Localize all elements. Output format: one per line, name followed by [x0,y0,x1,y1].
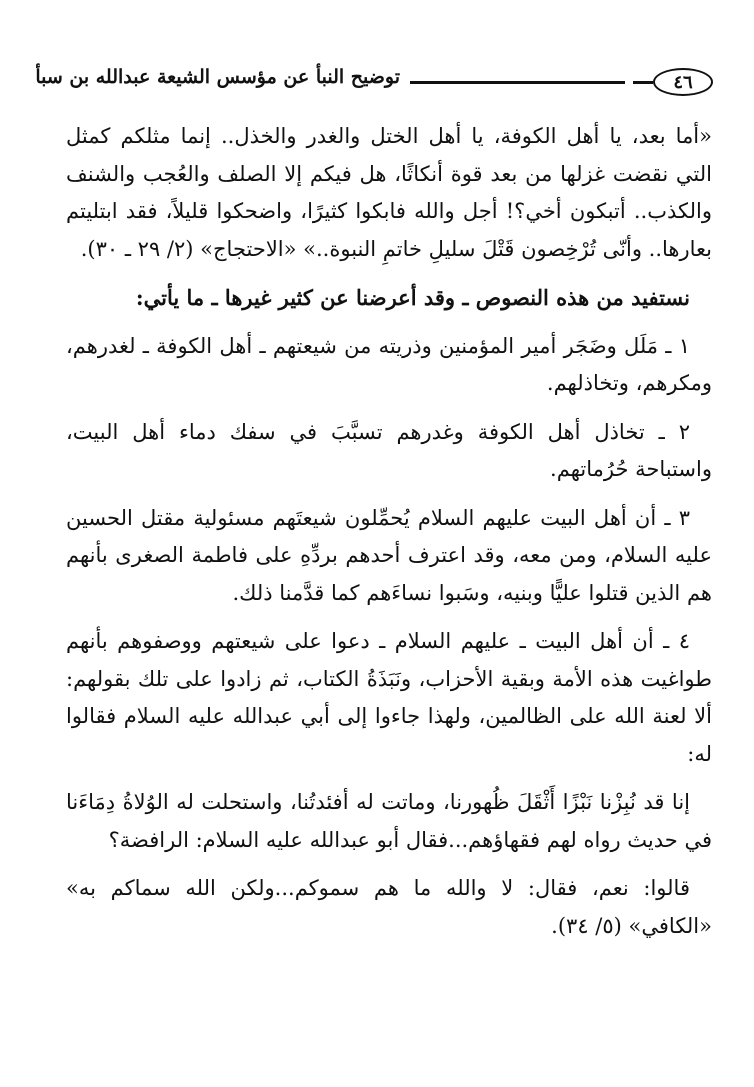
page-header [35,66,715,100]
paragraph-point-1: ١ ـ مَلَل وضَجَر أمير المؤمنين وذريته من شيعتهم ـ أهل الكوفة ـ لغدرهم، ومكرهم، وتخاذلهم. [66,333,712,395]
page-number: ٤٦ [673,71,693,93]
paragraph-quote-ihtijaj: «أما بعد، يا أهل الكوفة، يا أهل الختل والغدر والخذل.. إنما مثلكم كمثل التي نقضت غزلها من بعد قوة أنكاثًا، هل فيكم إلا الصلف والعُجب والشنف والكذب.. أتبكون أخي؟! أجل والله فابكوا كثيرًا، واضحكوا قليلاً، فقد ابتليتم بعارها.. وأنّى تُرْخِصون قَتْلَ سليلِ خاتمِ النبوة..» «الاحتجاج» (٢/ ٢٩ ـ ٣٠). [66,124,712,261]
running-title: توضيح النبأ عن مؤسس الشيعة عبدالله بن سبأ [35,66,400,88]
header-rule-short [633,81,653,84]
page-number-oval [653,68,713,96]
paragraph-point-3: ٣ ـ أن أهل البيت عليهم السلام يُحمِّلون شيعتَهم مسئولية مقتل الحسين عليه السلام، ومن معه، وقد اعترف أحدهم بردِّهِ على فاطمة الصغرى بأنهم هم الذين قتلوا عليًّا وبنيه، وسَبوا نساءَهم كما قدَّمنا ذلك. [66,505,712,605]
page-body [66,118,712,956]
paragraph-quote-kafi-end: قالوا: نعم، فقال: لا والله ما هم سموكم...ولكن الله سماكم به» «الكافي» (٥/ ٣٤). [66,876,712,938]
paragraph-quote-kafi: إنا قد نُبِزْنا نَبْزًا أَثْقَلَ ظُهورنا، وماتت له أفئدتُنا، واستحلت له الوُلاةُ دِمَاءَنا في حديث رواه لهم فقهاؤهم...فقال أبو عبدالله عليه السلام: الرافضة؟ [66,790,712,852]
paragraph-point-2: ٢ ـ تخاذل أهل الكوفة وغدرهم تسبَّبَ في سفك دماء أهل البيت، واستباحة حُرُماتهم. [66,419,712,481]
paragraph-lead-heading: نستفيد من هذه النصوص ـ وقد أعرضنا عن كثير غيرها ـ ما يأتي: [135,285,690,310]
header-rule-long [410,81,625,84]
paragraph-point-4: ٤ ـ أن أهل البيت ـ عليهم السلام ـ دعوا على شيعتهم ووصفوهم بأنهم طواغيت هذه الأمة وبقية الأحزاب، ونَبَذَةُ الكتاب، ثم زادوا على تلك بقولهم: ألا لعنة الله على الظالمين، ولهذا جاءوا إلى أبي عبدالله عليه السلام فقالوا له: [66,629,712,766]
